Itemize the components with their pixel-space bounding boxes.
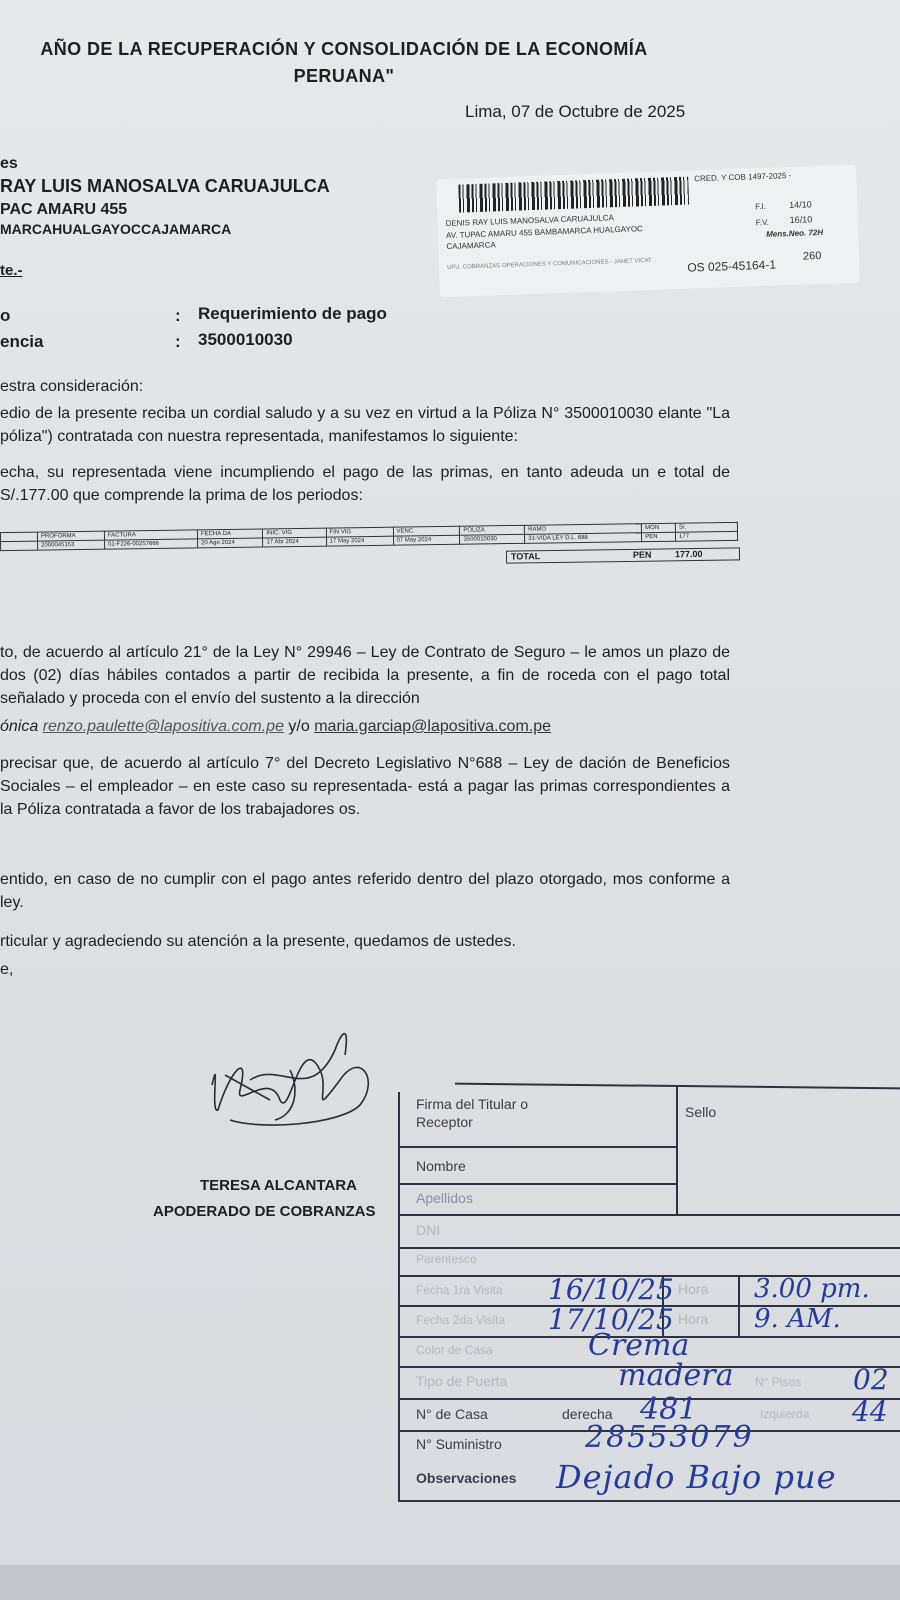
barcode-icon (458, 177, 689, 213)
table-cell: 177 (675, 531, 737, 541)
reference-colon: : (175, 332, 181, 351)
table-cell: 2000045153 (38, 540, 105, 550)
hora1-value: 3.00 pm. (754, 1274, 870, 1304)
table-cell: 17 Abr 2024 (263, 537, 326, 547)
table-total-row (506, 547, 740, 563)
courier-stamp (436, 165, 860, 298)
recipient-line1: es (0, 155, 18, 172)
derecha-label: derecha (562, 1406, 613, 1422)
table-header-cell: FACTURA (104, 530, 197, 540)
izquierda-label: Izquierda (760, 1407, 810, 1421)
izquierda-value: 44 (852, 1395, 888, 1428)
table-cell: PEN (642, 532, 676, 541)
paragraph-thanks: rticular y agradeciendo su atención a la presente, quedamos de ustedes. (0, 933, 516, 950)
apellidos-label: Apellidos (416, 1190, 473, 1206)
stamp-os: OS 025-45164-1 (687, 257, 777, 275)
recipient-name: RAY LUIS MANOSALVA CARUAJULCA (0, 176, 330, 196)
table-cell: 20 Ago 2024 (198, 538, 263, 548)
total-currency: PEN (632, 549, 652, 560)
visit1-label: Fecha 1ra Visita (416, 1283, 503, 1297)
hora2-value: 9. AM. (754, 1304, 841, 1334)
table-cell: 31-VIDA LEY D.L. 688 (525, 533, 642, 544)
table-cell: 3500010030 (460, 534, 525, 544)
pisos-value: 02 (853, 1363, 889, 1396)
table-cell: 01-F226-00257666 (104, 539, 197, 549)
hora2-label: Hora (678, 1311, 709, 1327)
stamp-fv-label: F.V. (755, 217, 769, 228)
email-join: y/o (288, 718, 310, 735)
visit2-label: Fecha 2da Visita (416, 1313, 506, 1327)
paragraph-decree: precisar que, de acuerdo al artículo 7° del Decreto Legislativo N°688 – Ley de dación de Beneficios Sociales – el empleador – en este caso su representada- está a pagar las primas correspondientes a la Póliza contratada a favor de los trabajadores os. (0, 755, 730, 818)
signature-scribble (200, 1010, 390, 1140)
visit2-value: 17/10/25 (548, 1303, 674, 1336)
recipient-address: PAC AMARU 455 (0, 201, 128, 218)
stamp-mens: Mens.Neo. 72H (766, 227, 824, 239)
signatory-title: APODERADO DE COBRANZAS (153, 1203, 376, 1220)
stamp-fi-label: F.I. (755, 201, 767, 212)
stamp-street: AV. TUPAC AMARU 455 BAMBAMARCA HUALGAYOC (445, 224, 644, 241)
nombre-label: Nombre (416, 1158, 466, 1174)
dni-label: DNI (416, 1222, 441, 1238)
year-heading: AÑO DE LA RECUPERACIÓN Y CONSOLIDACIÓN DE LA ECONOMÍA PERUANA" (40, 39, 648, 86)
visit1-value: 16/10/25 (548, 1273, 674, 1306)
stamp-area: UFU. COBRANZAS OPERACIONES Y COMUNICACIONES - JANET VICAT (447, 257, 652, 272)
hora1-label: Hora (678, 1281, 709, 1297)
table-header-cell: POLIZA (460, 525, 525, 535)
puerta-value: madera (618, 1358, 734, 1393)
subject-value: Requerimiento de pago (198, 304, 387, 323)
email-line (0, 718, 551, 736)
stamp-region: CAJAMARCA (446, 240, 496, 252)
table-header-cell: FECHA DA (197, 529, 262, 539)
table-header-cell: INIC. VIG (263, 528, 326, 538)
closing: e, (0, 961, 14, 978)
paragraph-policy: edio de la presente reciba un cordial saludo y a su vez en virtud a la Póliza N° 3500010030 elante "La póliza") contratada con nuestra representada, manifestamos lo siguiente: (0, 405, 730, 445)
table-header-cell: S/. (675, 522, 737, 532)
reference-label: encia (0, 332, 44, 351)
recipient-city: MARCAHUALGAYOCCAJAMARCA (0, 221, 232, 237)
deadline-text: to, de acuerdo al artículo 21° de la Ley N° 29946 – Ley de Contrato de Seguro – le amos un plazo de dos (02) días hábiles contados a partir de recibida la presente, a fin de roceda con el pago total señalado y proceda con el envío del sustento a la dirección (0, 644, 730, 707)
casa-label: N° de Casa (416, 1406, 488, 1422)
table-header-cell: MON (642, 523, 676, 532)
consideration-line: estra consideración: (0, 378, 144, 395)
subject-colon: : (175, 306, 181, 325)
table-cell: 07 May 2024 (393, 535, 460, 545)
signatory-name: TERESA ALCANTARA (200, 1177, 357, 1194)
subject-label: o (0, 306, 11, 325)
color-label: Color de Casa (416, 1343, 493, 1357)
stamp-addressee: DENIS RAY LUIS MANOSALVA CARUAJULCA (445, 213, 615, 229)
parentesco-label: Parentesco (416, 1252, 477, 1266)
puerta-label: Tipo de Puerta (416, 1373, 508, 1389)
stamp-fv: 16/10 (789, 214, 813, 226)
color-value: Crema (588, 1328, 690, 1363)
paragraph-deadline (0, 641, 730, 710)
paragraph-debt: echa, su representada viene incumpliendo el pago de las primas, en tanto adeuda un e total de S/.177.00 que comprende la prima de los periodos: (0, 464, 730, 504)
premium-table (0, 522, 738, 551)
table-header-cell: VENC. (393, 526, 460, 536)
table-header-cell: PROFORMA (37, 531, 104, 541)
suministro-label: N° Suministro (416, 1436, 502, 1452)
email-prefix: ónica (0, 718, 39, 735)
casa-value: 481 (640, 1392, 698, 1427)
table-header-cell: RAMO (525, 524, 642, 535)
stamp-cred: CRED. Y COB 1497-2025 - (694, 170, 792, 184)
observaciones-value: Dejado Bajo pue (556, 1458, 837, 1496)
email-link-1[interactable]: renzo.paulette@lapositiva.com.pe (42, 718, 284, 735)
stamp-fi: 14/10 (789, 199, 812, 211)
reference-value: 3500010030 (198, 330, 293, 349)
paper-bottom-edge (0, 1565, 900, 1600)
sello-label: Sello (685, 1104, 717, 1120)
email-link-2[interactable]: maria.garciap@lapositiva.com.pe (314, 718, 552, 735)
letter-date: Lima, 07 de Octubre de 2025 (465, 102, 686, 121)
suministro-value: 28553079 (585, 1420, 754, 1455)
stamp-os-num: 260 (802, 249, 822, 263)
salutation: te.- (0, 262, 23, 279)
pisos-label: N° Pisos (755, 1375, 802, 1389)
table-header-cell: FIN VIG (326, 527, 393, 537)
total-label: TOTAL (510, 551, 541, 562)
table-cell: 17 May 2024 (326, 536, 393, 546)
firma-label: Firma del Titular o Receptor (416, 1096, 529, 1130)
paragraph-warning: entido, en caso de no cumplir con el pago antes referido dentro del plazo otorgado, mos conforme a ley. (0, 871, 730, 911)
observaciones-label: Observaciones (416, 1470, 517, 1486)
total-amount: 177.00 (674, 548, 703, 560)
